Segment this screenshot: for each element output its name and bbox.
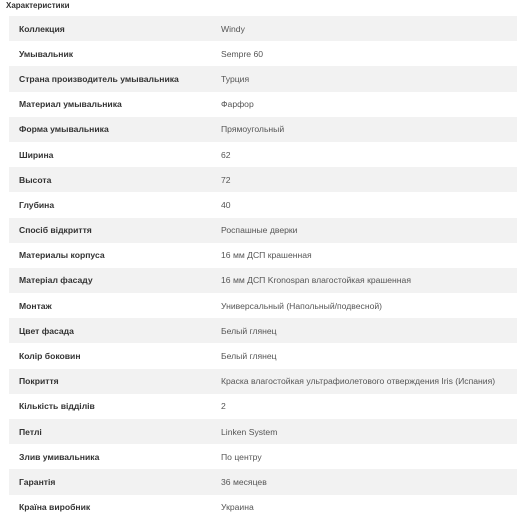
table-row <box>9 16 517 41</box>
spec-value: Белый глянец <box>221 325 277 336</box>
spec-value: Фарфор <box>221 99 254 110</box>
table-row <box>9 318 517 343</box>
spec-value: Sempre 60 <box>221 48 264 59</box>
spec-label: Материал умывальника <box>19 99 122 110</box>
specs-table <box>9 16 517 520</box>
spec-value: По центру <box>221 451 262 462</box>
spec-value: Роспашные дверки <box>221 225 298 236</box>
spec-value: 72 <box>221 174 231 185</box>
table-row <box>9 495 517 520</box>
spec-label: Глубина <box>19 199 55 210</box>
spec-label: Монтаж <box>19 300 52 311</box>
spec-label: Страна производитель умывальника <box>19 73 179 84</box>
spec-label: Форма умывальника <box>19 124 109 135</box>
spec-label: Материалы корпуса <box>19 250 105 261</box>
table-row <box>9 343 517 368</box>
table-row <box>9 293 517 318</box>
table-row <box>9 66 517 91</box>
spec-value: Универсальный (Напольный/подвесной) <box>221 300 383 311</box>
spec-label: Кількість відділів <box>19 401 95 412</box>
table-row <box>9 192 517 217</box>
table-row <box>9 419 517 444</box>
spec-label: Злив умивальника <box>19 451 100 462</box>
spec-value: 16 мм ДСП крашенная <box>221 250 312 261</box>
spec-label: Цвет фасада <box>19 325 74 336</box>
spec-value: Краска влагостойкая ультрафиолетового отверждения Iris (Испания) <box>221 376 496 387</box>
table-row <box>9 369 517 394</box>
spec-value: Windy <box>221 23 245 34</box>
spec-label: Умывальник <box>19 48 74 59</box>
spec-label: Гарантія <box>19 476 56 487</box>
specs-table-body <box>9 16 517 520</box>
table-row <box>9 444 517 469</box>
spec-value: 2 <box>221 401 226 412</box>
table-row <box>9 117 517 142</box>
table-row <box>9 142 517 167</box>
spec-value: 62 <box>221 149 231 160</box>
spec-label: Спосіб відкриття <box>19 225 92 236</box>
spec-value: Linken System <box>221 426 278 437</box>
table-row <box>9 394 517 419</box>
spec-value: 40 <box>221 199 231 210</box>
spec-label: Країна виробник <box>19 502 91 513</box>
spec-label: Покриття <box>19 376 59 387</box>
specs-section-title: Характеристики <box>6 1 70 10</box>
spec-label: Петлі <box>19 426 42 437</box>
table-row <box>9 41 517 66</box>
spec-label: Ширина <box>19 149 54 160</box>
spec-value: Прямоугольный <box>221 124 285 135</box>
table-row <box>9 218 517 243</box>
spec-value: Белый глянец <box>221 351 277 362</box>
spec-label: Коллекция <box>19 23 65 34</box>
spec-label: Высота <box>19 174 52 185</box>
spec-value: Украина <box>221 502 254 513</box>
spec-value: 36 месяцев <box>221 476 267 487</box>
table-row <box>9 469 517 494</box>
spec-value: Турция <box>221 73 250 84</box>
table-row <box>9 167 517 192</box>
table-row <box>9 268 517 293</box>
spec-label: Колір боковин <box>19 351 81 362</box>
table-row <box>9 243 517 268</box>
spec-label: Матеріал фасаду <box>19 275 93 286</box>
spec-value: 16 мм ДСП Kronospan влагостойкая крашенная <box>221 275 411 286</box>
table-row <box>9 92 517 117</box>
